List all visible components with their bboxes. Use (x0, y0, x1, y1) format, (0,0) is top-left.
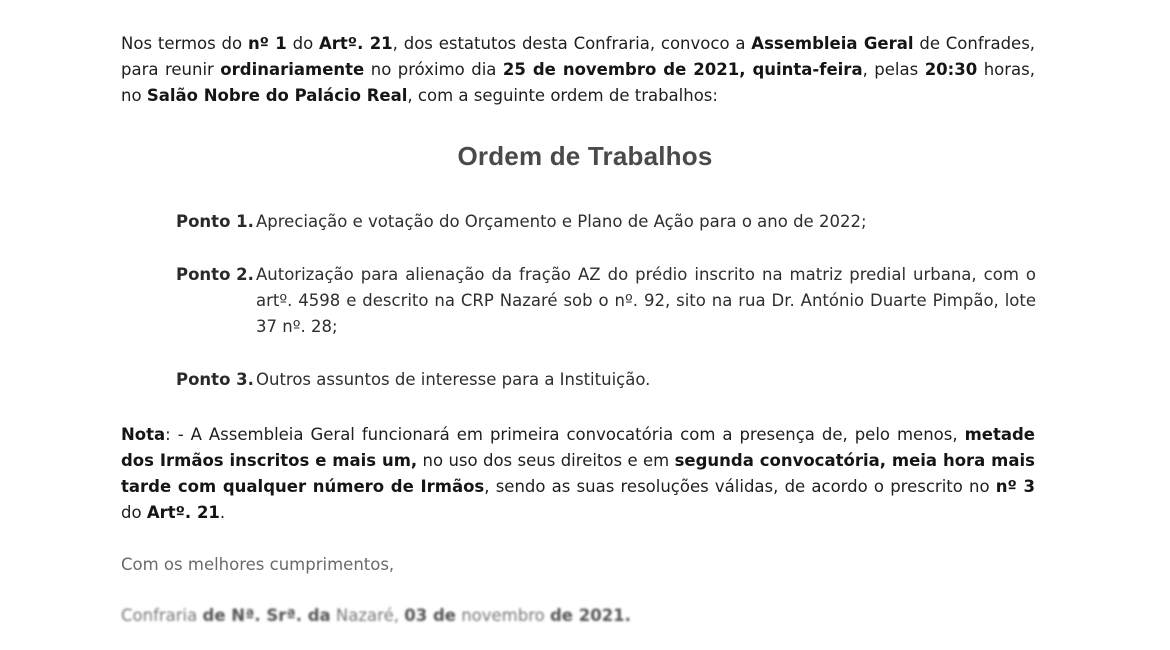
note-text: : - A Assembleia Geral funcionará em primeira convocatória com a presença de, pelo menos, (165, 425, 965, 444)
intro-bold: 25 de novembro de 2021, quinta-feira (502, 60, 863, 79)
intro-bold: Assembleia Geral (751, 34, 914, 53)
note-text: do (121, 503, 147, 522)
note-text: , sendo as suas resoluções válidas, de acordo o prescrito no (484, 477, 996, 496)
note-bold: nº 3 (995, 477, 1036, 496)
agenda-item-1 (176, 209, 1036, 235)
agenda-item-label: Ponto 1. (176, 212, 254, 231)
intro-paragraph (121, 31, 1035, 109)
closing-line: Com os melhores cumprimentos, (121, 555, 395, 574)
note-bold: metade dos Irmãos inscritos e mais um, (121, 425, 1035, 470)
note-bold: segunda convocatória, meia hora mais tarde com qualquer número de Irmãos (121, 451, 1035, 496)
note-text: . (219, 503, 226, 522)
intro-bold: Artº. 21 (319, 34, 393, 53)
intro-bold: Salão Nobre do Palácio Real (146, 86, 408, 105)
intro-text: , dos estatutos desta Confraria, convoco a (392, 34, 752, 53)
note-paragraph (121, 422, 1035, 526)
intro-text: , com a seguinte ordem de trabalhos: (407, 86, 718, 105)
section-heading: Ordem de Trabalhos (457, 141, 713, 171)
note-text: no uso dos seus direitos e em (417, 451, 675, 470)
signature-bold: 03 de (404, 606, 456, 625)
agenda-item-text: Apreciação e votação do Orçamento e Plano de Ação para o ano de 2022; (256, 212, 867, 231)
intro-text: Nos termos do (121, 34, 248, 53)
agenda-item-3 (176, 367, 1036, 393)
agenda-item-2 (176, 262, 1036, 342)
signature-text: Confraria (121, 606, 203, 625)
intro-text: do (286, 34, 320, 53)
intro-bold: 20:30 (924, 60, 978, 79)
intro-text: horas, no (121, 60, 1036, 105)
intro-text: de Confrades, para reunir (121, 34, 1036, 79)
agenda-item-text: Autorização para alienação da fração AZ do prédio inscrito na matriz predial urbana, com o artº. 4598 e descrito na CRP Nazaré sob o nº. 92, sito na rua Dr. António Duarte Pimpão, lote 37 nº. 28; (256, 265, 1036, 336)
signature-text: Nazaré, (330, 606, 405, 625)
signature-bold: de Nª. Srª. da (202, 606, 331, 625)
signature-text: novembro (455, 606, 550, 625)
intro-text: , pelas (862, 60, 925, 79)
note-bold: Nota (121, 425, 166, 444)
intro-bold: nº 1 (247, 34, 287, 53)
intro-text: no próximo dia (364, 60, 503, 79)
agenda-item-text: Outros assuntos de interesse para a Instituição. (256, 370, 651, 389)
agenda-item-label: Ponto 2. (176, 265, 254, 284)
note-bold: Artº. 21 (146, 503, 220, 522)
signature-line (121, 603, 631, 629)
signature-bold: de 2021. (549, 606, 631, 625)
intro-bold: ordinariamente (220, 60, 365, 79)
agenda-item-label: Ponto 3. (176, 370, 254, 389)
